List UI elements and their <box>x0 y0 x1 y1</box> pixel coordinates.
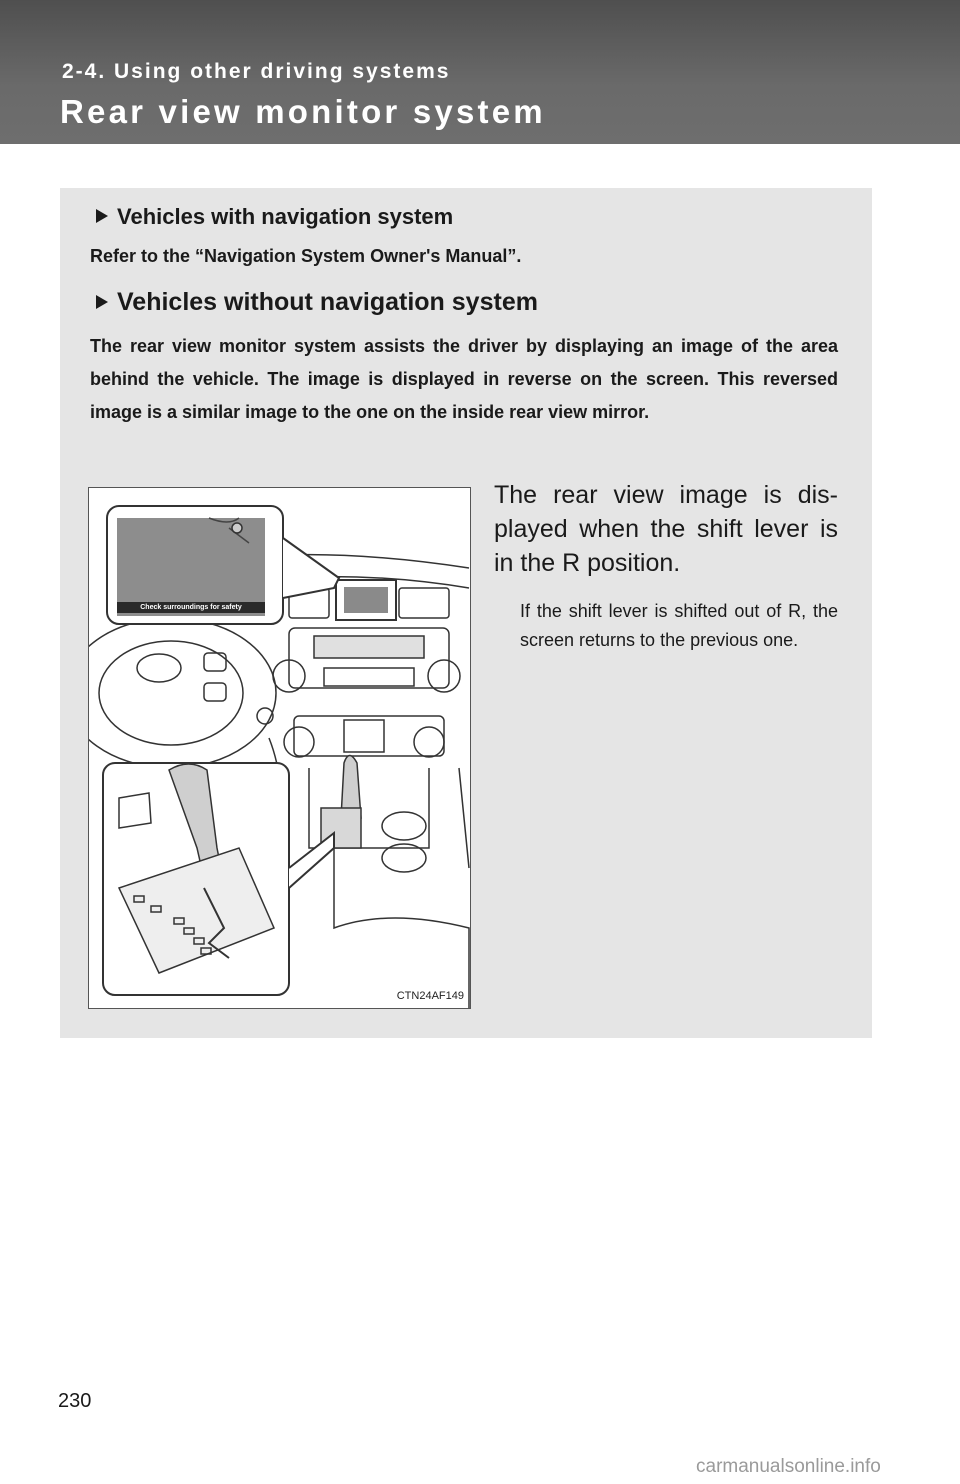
section-label: 2-4. Using other driving systems <box>62 60 451 83</box>
watermark: carmanualsonline.info <box>696 1456 881 1477</box>
page-header <box>0 0 960 144</box>
shift-lever-note: If the shift lever is shifted out of R, the screen returns to the previous one. <box>520 601 838 650</box>
description-paragraph: The rear view monitor system assists the driver by displaying an image of the area behind the vehicle. The image is displayed in reverse on the screen. This reversed image is a similar image to the one on the inside rear view mirror. <box>90 336 838 422</box>
heading-without-navigation <box>95 288 538 317</box>
heading-with-navigation <box>95 204 453 230</box>
arrow-right-icon <box>95 204 109 230</box>
navigation-reference-text: Refer to the “Navigation System Owner's Manual”. <box>90 246 522 266</box>
arrow-right-icon <box>95 288 109 317</box>
shift-lever-r-explanation: The rear view image is dis-played when the shift lever is in the R position. <box>494 481 838 577</box>
page-title: Rear view monitor system <box>60 93 546 130</box>
heading-with-navigation-label: Vehicles with navigation system <box>117 204 454 229</box>
figure-code: CTN24AF149 <box>396 990 464 1002</box>
screen-warning-message: Check surroundings for safety <box>140 604 242 611</box>
dashboard-illustration <box>88 487 471 1009</box>
page-number: 230 <box>58 1390 92 1412</box>
heading-without-navigation-label: Vehicles without navigation system <box>117 288 538 316</box>
